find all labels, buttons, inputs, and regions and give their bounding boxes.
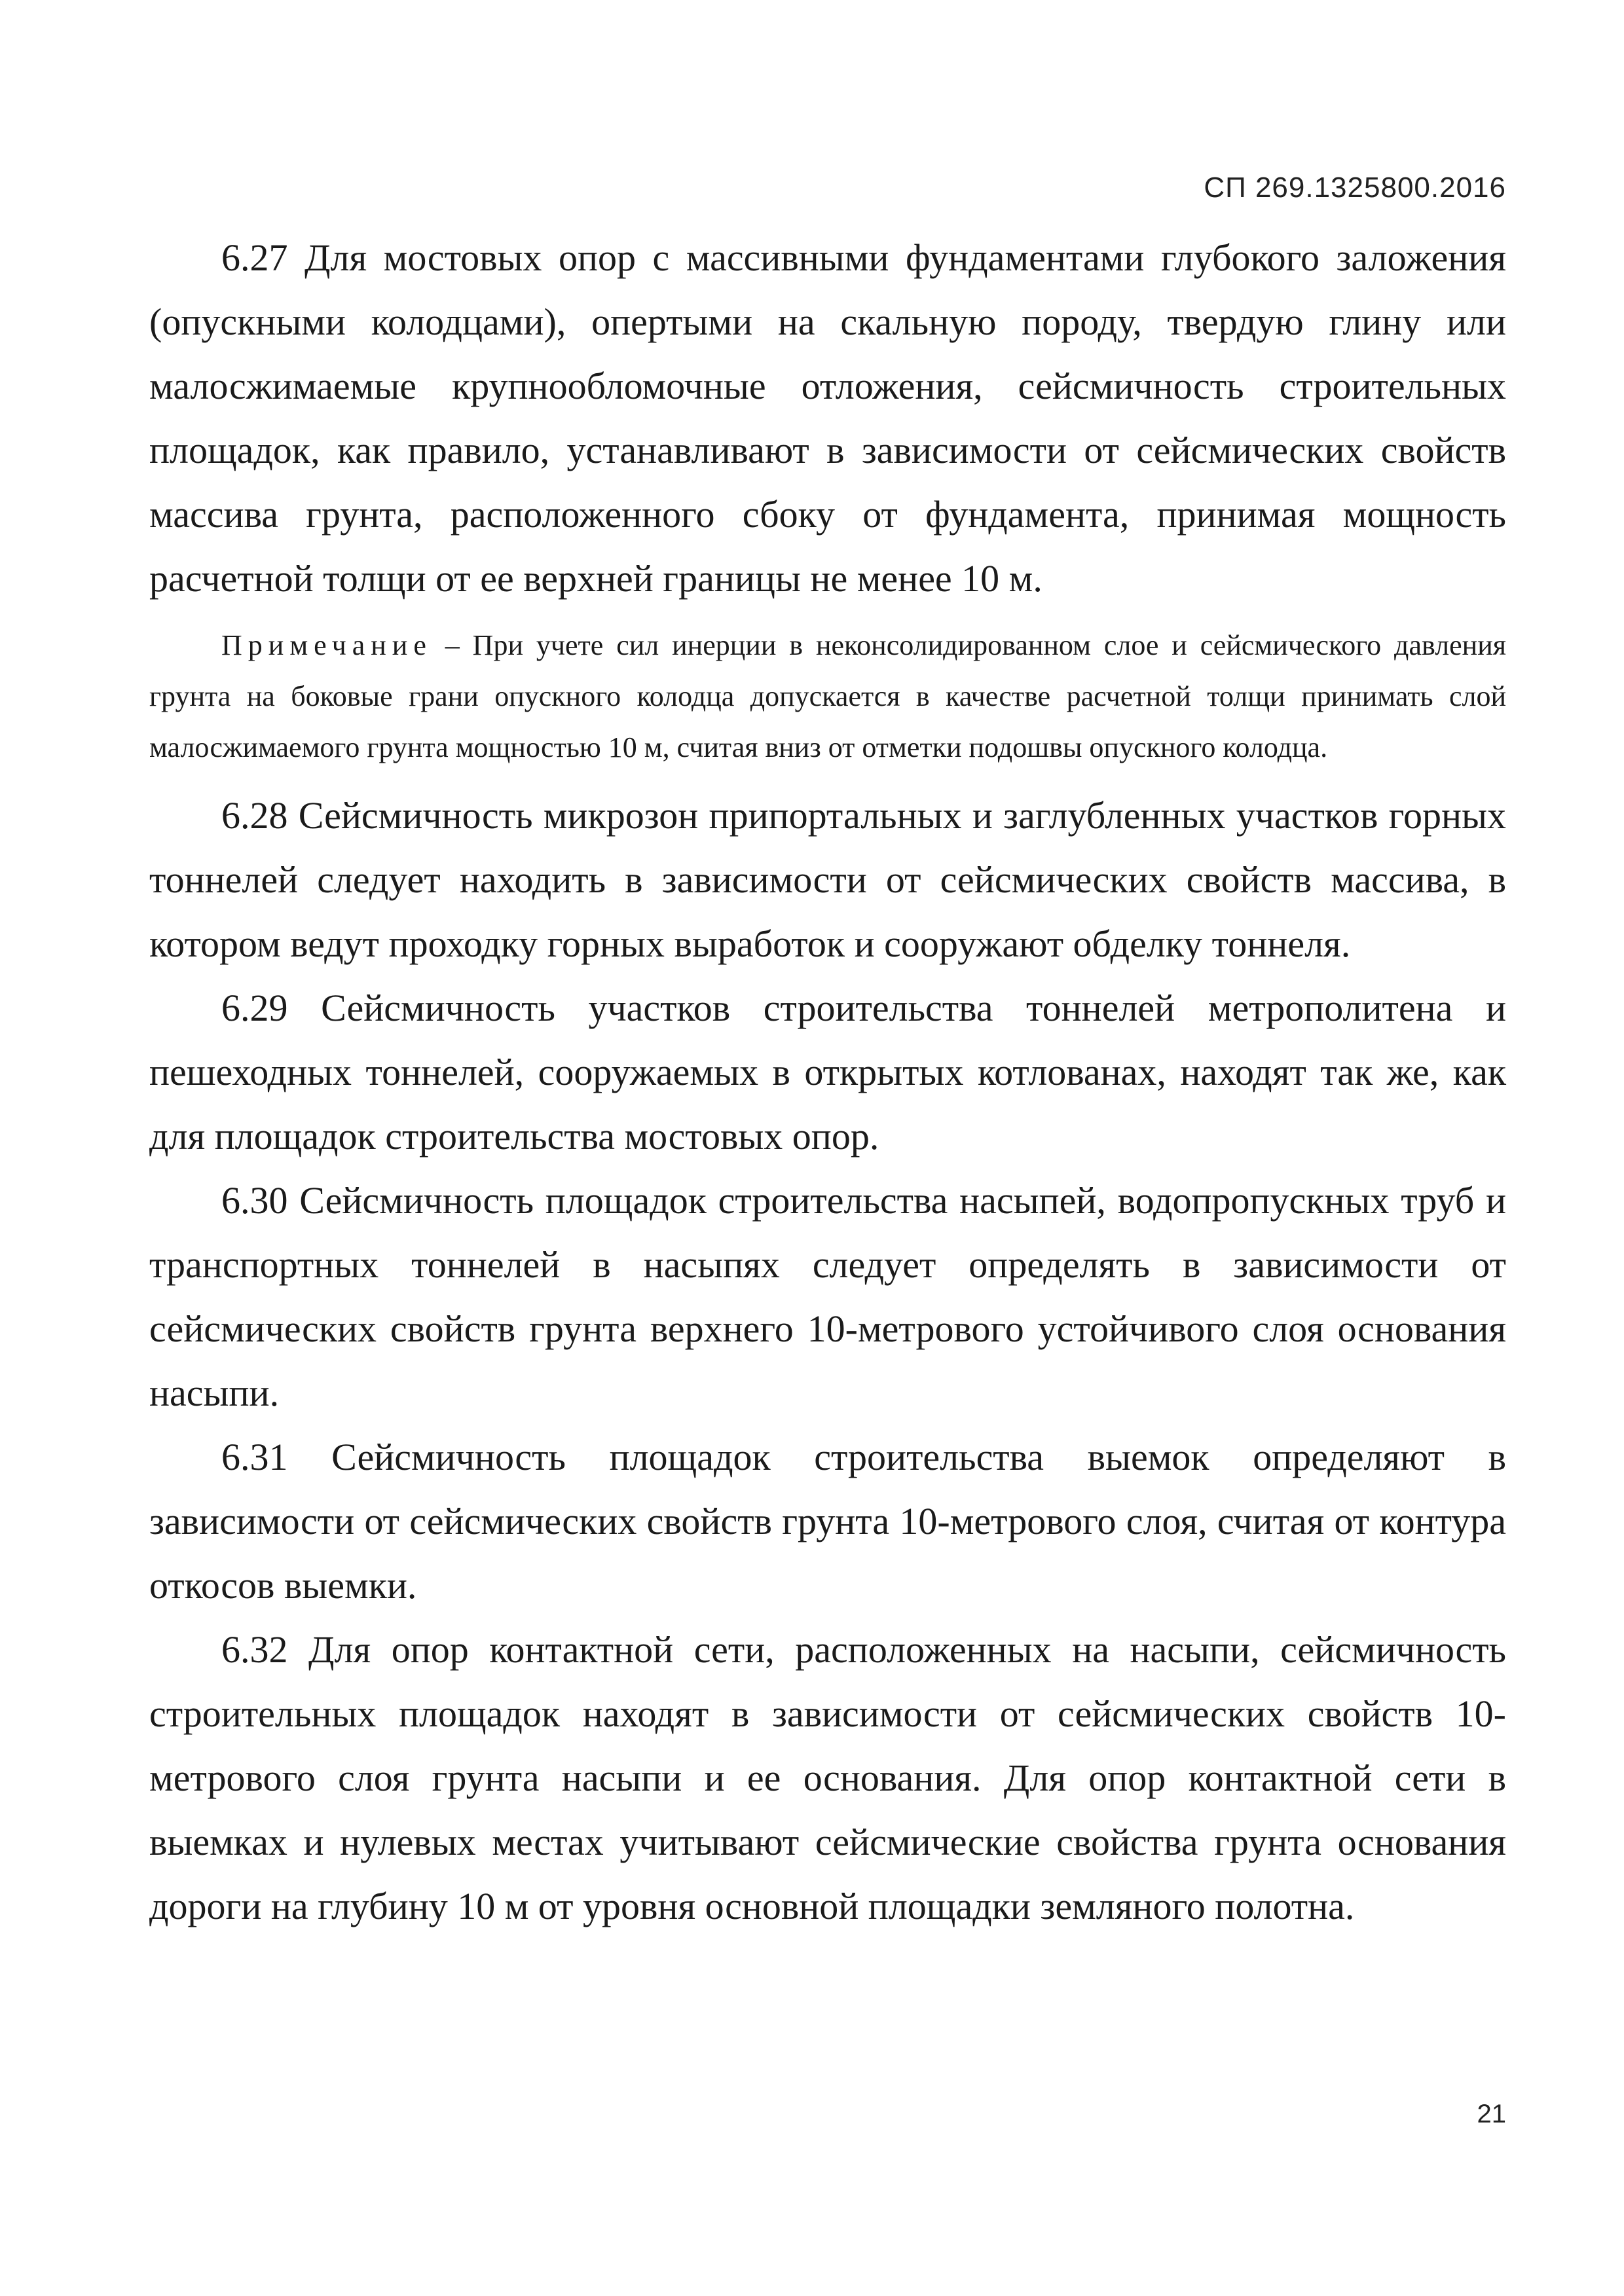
paragraph-6-31: 6.31 Сейсмичность площадок строительства выемок определяют в зависимости от сейсмических свойств грунта 10-метрового слоя, считая от контура откосов выемки. <box>149 1436 1506 1607</box>
note-text: – При учете сил инерции в неконсолидированном слое и сейсмического давления грунта на боковые грани опускного колодца допускается в качестве расчетной толщи принимать слой малосжимаемого грунта мощностью 10 м, считая вниз от отметки подошвы опускного колодца. <box>149 629 1506 763</box>
paragraph-6-27: 6.27 Для мостовых опор с массивными фундаментами глубокого заложения (опускными колодцами), опертыми на скальную породу, твердую глину или малосжимаемые крупнообломочные отложения, сейсмичность строительных площадок, как правило, устанавливают в зависимости от сейсмических свойств массива грунта, расположенного сбоку от фундамента, принимая мощность расчетной толщи от ее верхней границы не менее 10 м. <box>149 236 1506 600</box>
page-number: 21 <box>1477 2100 1506 2128</box>
paragraph-6-32: 6.32 Для опор контактной сети, расположенных на насыпи, сейсмичность строительных площадок находят в зависимости от сейсмических свойств 10-метрового слоя грунта насыпи и ее основания. Для опор контактной сети в выемках и нулевых местах учитывают сейсмические свойства грунта основания дороги на глубину 10 м от уровня основной площадки земляного полотна. <box>149 1628 1506 1927</box>
note <box>149 620 1506 773</box>
paragraph-6-28: 6.28 Сейсмичность микрозон припортальных и заглубленных участков горных тоннелей следует находить в зависимости от сейсмических свойств массива, в котором ведут проходку горных выработок и сооружают обделку тоннеля. <box>149 794 1506 965</box>
paragraph-6-30: 6.30 Сейсмичность площадок строительства насыпей, водопропускных труб и транспортных тоннелей в насыпях следует определять в зависимости от сейсмических свойств грунта верхнего 10-метрового устойчивого слоя основания насыпи. <box>149 1179 1506 1414</box>
document-code: СП 269.1325800.2016 <box>1204 172 1506 204</box>
paragraph-6-29: 6.29 Сейсмичность участков строительства тоннелей метрополитена и пешеходных тоннелей, сооружаемых в открытых котлованах, находят так же, как для площадок строительства мостовых опор. <box>149 987 1506 1157</box>
note-label: Примечание <box>221 629 432 661</box>
document-body <box>149 226 1506 1939</box>
